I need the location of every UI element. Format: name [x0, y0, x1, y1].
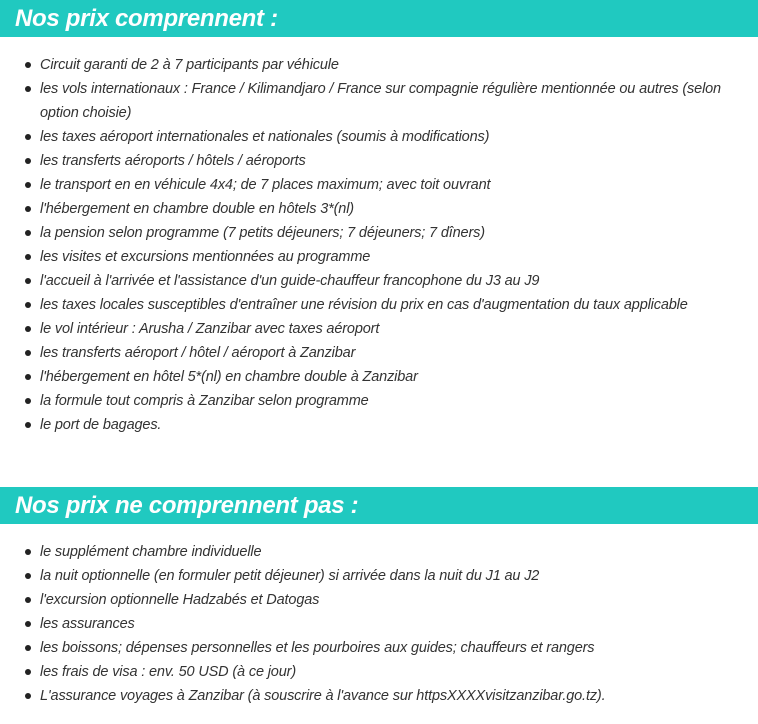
excluded-list-item	[0, 660, 758, 684]
bullet-icon	[25, 182, 31, 188]
excluded-section-header	[0, 487, 758, 524]
excluded-list-item-text: les assurances	[40, 616, 135, 632]
bullet-icon	[25, 573, 31, 579]
included-list-item	[0, 293, 758, 317]
included-list-item	[0, 245, 758, 269]
included-section-title: Nos prix comprennent :	[15, 5, 278, 32]
included-list-item-text: les vols internationaux : France / Kilimandjaro / France sur compagnie régulière mentionnée ou autres (selon option choisie)	[40, 81, 721, 121]
included-list-item-text: les transferts aéroports / hôtels / aéroports	[40, 153, 306, 169]
bullet-icon	[25, 230, 31, 236]
bullet-icon	[25, 398, 31, 404]
included-list-item	[0, 173, 758, 197]
excluded-list-item	[0, 636, 758, 660]
excluded-list-item-text: les boissons; dépenses personnelles et les pourboires aux guides; chauffeurs et rangers	[40, 640, 595, 656]
included-list-item-text: les transferts aéroport / hôtel / aéroport à Zanzibar	[40, 345, 356, 361]
bullet-icon	[25, 86, 31, 92]
bullet-icon	[25, 350, 31, 356]
included-list-item-text: Circuit garanti de 2 à 7 participants par véhicule	[40, 57, 339, 73]
included-list-item	[0, 149, 758, 173]
bullet-icon	[25, 645, 31, 651]
excluded-list	[0, 540, 758, 708]
included-list-item-text: l'hébergement en hôtel 5*(nl) en chambre double à Zanzibar	[40, 369, 418, 385]
included-list-item-text: le port de bagages.	[40, 417, 162, 433]
bullet-icon	[25, 326, 31, 332]
bullet-icon	[25, 621, 31, 627]
bullet-icon	[25, 158, 31, 164]
bullet-icon	[25, 549, 31, 555]
included-list-item	[0, 389, 758, 413]
included-list-item-text: l'hébergement en chambre double en hôtels 3*(nl)	[40, 201, 354, 217]
included-list-item	[0, 77, 758, 125]
bullet-icon	[25, 206, 31, 212]
included-list-item	[0, 221, 758, 245]
included-list-item	[0, 197, 758, 221]
included-list-item-text: les taxes locales susceptibles d'entraîner une révision du prix en cas d'augmentation du taux applicable	[40, 297, 688, 313]
included-list-item	[0, 125, 758, 149]
included-list-item-text: le transport en en véhicule 4x4; de 7 places maximum; avec toit ouvrant	[40, 177, 491, 193]
excluded-list-item	[0, 540, 758, 564]
excluded-list-item	[0, 588, 758, 612]
bullet-icon	[25, 669, 31, 675]
bullet-icon	[25, 134, 31, 140]
bullet-icon	[25, 597, 31, 603]
excluded-list-item	[0, 684, 758, 708]
included-list-item-text: la formule tout compris à Zanzibar selon programme	[40, 393, 369, 409]
excluded-section-title: Nos prix ne comprennent pas :	[15, 492, 359, 519]
included-list-item-text: l'accueil à l'arrivée et l'assistance d'un guide-chauffeur francophone du J3 au J9	[40, 273, 540, 289]
excluded-list-item-text: le supplément chambre individuelle	[40, 544, 262, 560]
included-list-item-text: le vol intérieur : Arusha / Zanzibar avec taxes aéroport	[40, 321, 380, 337]
excluded-list-item-text: les frais de visa : env. 50 USD (à ce jour)	[40, 664, 296, 680]
included-list-item	[0, 317, 758, 341]
bullet-icon	[25, 422, 31, 428]
bullet-icon	[25, 278, 31, 284]
included-list-item-text: les visites et excursions mentionnées au programme	[40, 249, 371, 265]
bullet-icon	[25, 374, 31, 380]
included-list-item-text: les taxes aéroport internationales et nationales (soumis à modifications)	[40, 129, 490, 145]
bullet-icon	[25, 254, 31, 260]
included-list-item	[0, 269, 758, 293]
excluded-list-item-text: la nuit optionnelle (en formuler petit déjeuner) si arrivée dans la nuit du J1 au J2	[40, 568, 540, 584]
included-list-item	[0, 53, 758, 77]
bullet-icon	[25, 302, 31, 308]
excluded-list-item-text: L'assurance voyages à Zanzibar (à souscrire à l'avance sur httpsXXXXvisitzanzibar.go.tz).	[40, 688, 606, 704]
excluded-list-item	[0, 612, 758, 636]
included-section-header	[0, 0, 758, 37]
bullet-icon	[25, 62, 31, 68]
bullet-icon	[25, 693, 31, 699]
included-list-item-text: la pension selon programme (7 petits déjeuners; 7 déjeuners; 7 dîners)	[40, 225, 485, 241]
excluded-list-item-text: l'excursion optionnelle Hadzabés et Datogas	[40, 592, 320, 608]
excluded-list-item	[0, 564, 758, 588]
included-list-item	[0, 341, 758, 365]
included-list-item	[0, 365, 758, 389]
included-list-item	[0, 413, 758, 437]
included-list	[0, 53, 758, 437]
